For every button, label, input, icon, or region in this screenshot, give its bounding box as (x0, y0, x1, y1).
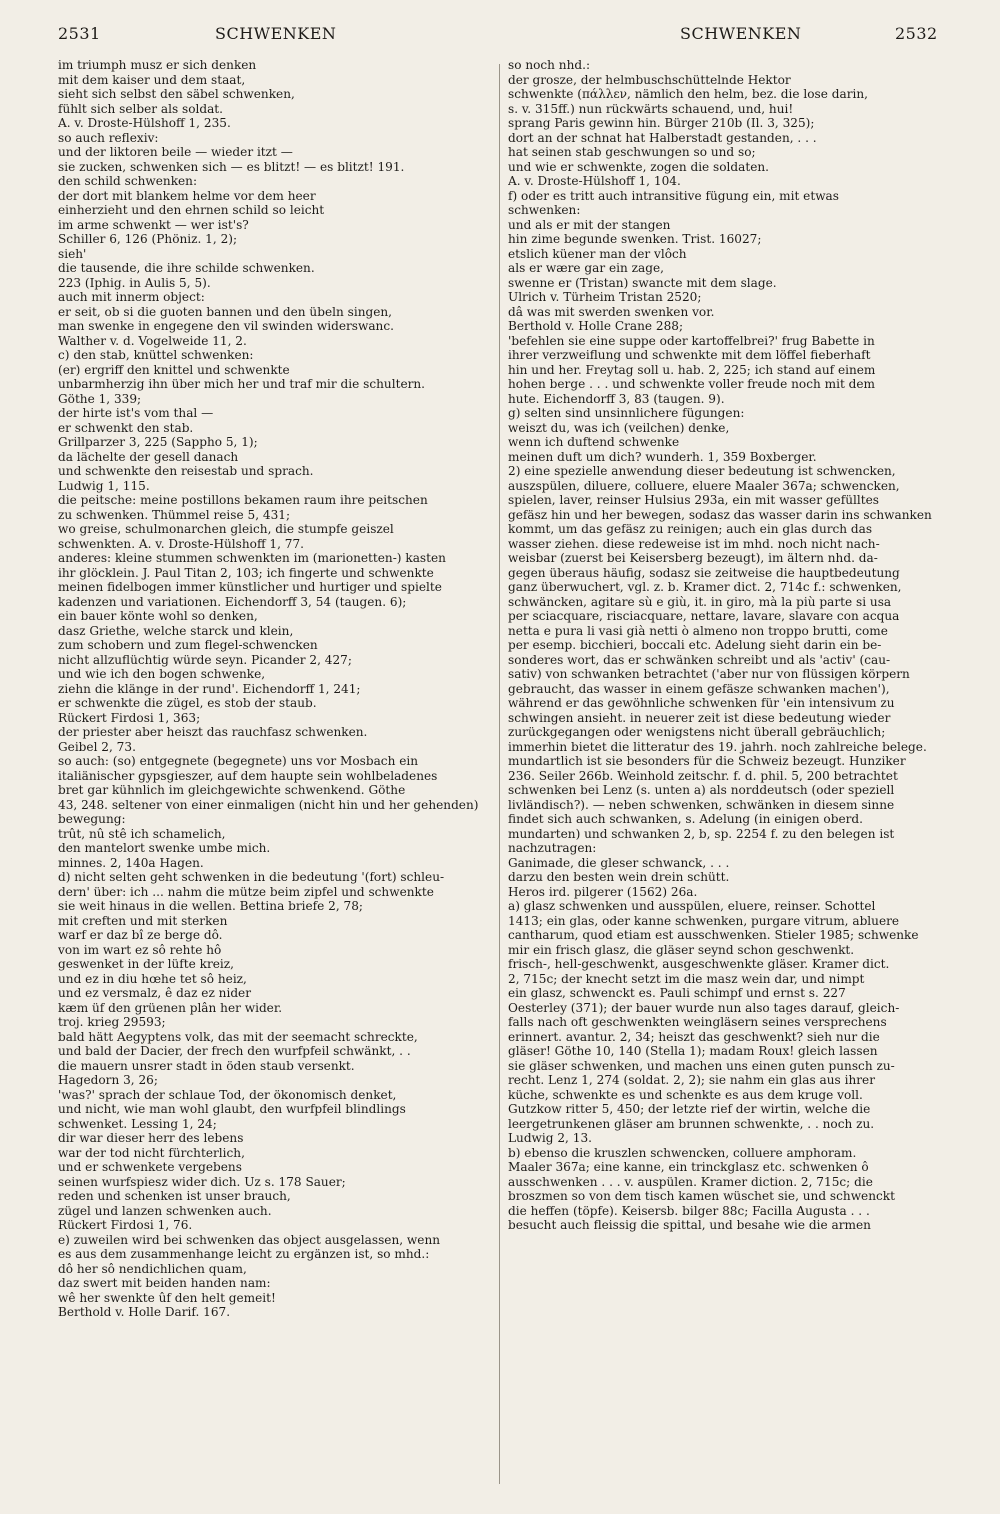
text-line: spielen, laver, reinser Hulsius 293a, ein mit wasser gefülltes (508, 493, 879, 507)
text-line: 236. Seiler 266b. Weinhold zeitschr. f. d. phil. 5, 200 betrachtet (508, 768, 898, 783)
text-line: der priester aber heiszt das rauchfasz schwenken. (58, 725, 368, 739)
text-line: ganz überwuchert, vgl. z. b. Kramer dict. 2, 714c f.: schwenken, (508, 580, 902, 594)
text-line: 'was?' sprach der schlaue Tod, der ökonomisch denket, (58, 1087, 397, 1102)
text-line: gläser! Göthe 10, 140 (Stella 1); madam Roux! gleich lassen (508, 1044, 878, 1058)
text-line: mir ein frisch glasz, die gläser seynd schon geschwenkt. (508, 942, 855, 957)
text-line: schwenkten. A. v. Droste-Hülshoff 1, 77. (58, 536, 304, 551)
text-line: 223 (Iphig. in Aulis 5, 5). (58, 275, 211, 290)
text-line: Ulrich v. Türheim Tristan 2520; (508, 290, 702, 304)
text-line: d) nicht selten geht schwenken in die bedeutung '(fort) schleu- (58, 870, 445, 884)
text-line: sie gläser schwenken, und machen uns einen guten punsch zu- (508, 1058, 895, 1073)
text-line: auszspülen, diluere, colluere, eluere Maaler 367a; schwencken, (508, 478, 900, 493)
text-line: dort an der schnat hat Halberstadt gestanden, . . . (508, 130, 817, 145)
text-line: falls nach oft geschwenkten weingläsern seines versprechens (508, 1015, 887, 1029)
text-line: troj. krieg 29593; (58, 1015, 166, 1029)
text-line: recht. Lenz 1, 274 (soldat. 2, 2); sie nahm ein glas aus ihrer (508, 1073, 875, 1087)
text-line: g) selten sind unsinnlichere fügungen: (508, 406, 745, 420)
text-line: Maaler 367a; eine kanne, ein trinckglasz etc. schwenken ô (508, 1160, 869, 1174)
text-line: b) ebenso die kruszlen schwencken, colluere amphoram. (508, 1145, 857, 1160)
text-line: zu schwenken. Thümmel reise 5, 431; (58, 507, 291, 522)
text-line: der dort mit blankem helme vor dem heer (58, 188, 316, 203)
text-line: dô her sô nendichlichen quam, (58, 1261, 247, 1276)
text-line: gegen überaus häufig, sodasz sie zeitweise die hauptbedeutung (508, 565, 900, 580)
text-line: (er) ergriff den knittel und schwenkte (58, 362, 290, 377)
text-line: ein bauer könte wohl so denken, (58, 609, 258, 623)
text-line: sie zucken, schwenken sich — es blitzt! — es blitzt! 191. (58, 159, 405, 174)
text-line: A. v. Droste-Hülshoff 1, 235. (58, 116, 231, 130)
text-line: schwenken: (508, 203, 581, 217)
text-line: Rückert Firdosi 1, 76. (58, 1218, 193, 1232)
text-line: und wie ich den bogen schwenke, (58, 667, 266, 681)
text-line: mit creften und mit sterken (58, 913, 228, 928)
text-line: ihr glöcklein. J. Paul Titan 2, 103; ich fingerte und schwenkte (58, 565, 434, 580)
text-line: Hagedorn 3, 26; (58, 1073, 158, 1087)
text-line: sieht sich selbst den säbel schwenken, (58, 87, 295, 101)
text-line: kæm üf den grüenen plân her wider. (58, 1000, 283, 1015)
text-line: war der tod nicht fürchterlich, (58, 1145, 245, 1160)
text-line: swenne er (Tristan) swancte mit dem slage. (508, 275, 777, 290)
text-line: nicht allzuflüchtig würde seyn. Picander 2, 427; (58, 652, 352, 667)
text-line: so noch nhd.: (508, 58, 591, 72)
text-line: nachzutragen: (508, 841, 597, 855)
text-line: sativ) von schwanken betrachtet ('aber nur von flüssigen körpern (508, 667, 910, 681)
text-line: schwäncken, agitare sù e giù, it. in giro, mà la più parte si usa (508, 594, 892, 609)
text-line: A. v. Droste-Hülshoff 1, 104. (508, 174, 681, 188)
text-line: schwenken bei Lenz (s. unten a) als norddeutsch (oder speziell (508, 783, 895, 797)
text-line: Rückert Firdosi 1, 363; (58, 710, 201, 725)
text-line: trût, nû stê ich schamelich, (58, 826, 226, 841)
text-line: italiänischer gypsgieszer, auf dem haupte sein wohlbeladenes (58, 768, 438, 783)
text-line: Ganimade, die gleser schwanck, . . . (508, 855, 730, 870)
text-line: Ludwig 2, 13. (508, 1131, 592, 1145)
text-line: warf er daz bî ze berge dô. (58, 928, 223, 942)
text-line: besucht auch fleissig die spittal, und besahe wie die armen (508, 1218, 871, 1232)
text-line: unbarmherzig ihn über mich her und traf mir die schultern. (58, 377, 426, 391)
text-line: zum schobern und zum flegel-schwencken (58, 638, 318, 652)
text-line: dern' über: ich ... nahm die mütze beim zipfel und schwenkte (58, 884, 434, 899)
text-line: und der liktoren beile — wieder itzt — (58, 145, 293, 159)
right-running-title: SCHWENKEN (680, 24, 802, 43)
text-line: per sciacquare, risciacquare, nettare, lavare, slavare con acqua (508, 609, 900, 623)
text-line: seinen wurfspiesz wider dich. Uz s. 178 Sauer; (58, 1174, 346, 1189)
text-line: dâ was mit swerden swenken vor. (508, 304, 715, 319)
text-line: der hirte ist's vom thal — (58, 406, 214, 420)
text-line: hin zime begunde swenken. Trist. 16027; (508, 232, 762, 246)
text-line: Ludwig 1, 115. (58, 478, 150, 493)
text-line: livländisch?). — neben schwenken, schwänken in diesem sinne (508, 797, 895, 812)
left-column (58, 58, 490, 1320)
text-line: darzu den besten wein drein schütt. (508, 870, 730, 884)
text-line: man swenke in engegene den vil swinden widerswanc. (58, 319, 394, 333)
text-line: von im wart ez sô rehte hô (58, 942, 222, 957)
text-line: s. v. 315ff.) nun rückwärts schauend, und, hui! (508, 101, 794, 116)
text-line: hat seinen stab geschwungen so und so; (508, 145, 756, 159)
text-line: mundarten) und schwanken 2, b, sp. 2254 f. zu den belegen ist (508, 826, 895, 841)
text-line: Berthold v. Holle Darif. 167. (58, 1305, 231, 1319)
text-line: und wie er schwenkte, zogen die soldaten. (508, 159, 770, 174)
text-line: und ez versmalz, ê daz ez nider (58, 986, 251, 1000)
text-line: im arme schwenkt — wer ist's? (58, 217, 249, 232)
text-line: die heffen (töpfe). Keisersb. bilger 88c; Facilla Augusta . . . (508, 1203, 870, 1218)
text-line: und er schwenkete vergebens (58, 1160, 242, 1174)
text-line: und nicht, wie man wohl glaubt, den wurfpfeil blindlings (58, 1102, 406, 1116)
text-line: 'befehlen sie eine suppe oder kartoffelbrei?' frug Babette in (508, 333, 875, 348)
text-line: Oesterley (371); der bauer wurde nun also tages darauf, gleich- (508, 1000, 900, 1015)
text-line: Berthold v. Holle Crane 288; (508, 319, 684, 333)
text-line: während er das gewöhnliche schwenken für 'ein intensivum zu (508, 696, 895, 710)
text-line: Göthe 1, 339; (58, 391, 142, 406)
text-line: 1413; ein glas, oder kanne schwenken, purgare vitrum, abluere (508, 913, 900, 928)
text-line: f) oder es tritt auch intransitive fügung ein, mit etwas (508, 188, 839, 203)
text-line: 2) eine spezielle anwendung dieser bedeutung ist schwencken, (508, 464, 896, 478)
text-line: die mauern unsrer stadt in öden staub versenkt. (58, 1058, 355, 1073)
text-line: im triumph musz er sich denken (58, 58, 257, 72)
text-line: meinen duft um dich? wunderh. 1, 359 Boxberger. (508, 449, 817, 464)
text-line: daz swert mit beiden handen nam: (58, 1276, 271, 1290)
text-line: so auch: (so) entgegnete (begegnete) uns vor Mosbach ein (58, 754, 419, 768)
text-line: Gutzkow ritter 5, 450; der letzte rief der wirtin, welche die (508, 1102, 871, 1116)
text-line: er schwenkt den stab. (58, 420, 194, 435)
text-line: etslich küener man der vlôch (508, 246, 687, 261)
text-line: netta e pura li vasi già netti ò almeno non troppo brutti, come (508, 623, 888, 638)
text-line: hin und her. Freytag soll u. hab. 2, 225; ich stand auf einem (508, 362, 876, 377)
text-line: zurückgegangen oder wenigstens nicht überall gebräuchlich; (508, 725, 886, 739)
text-line: auch mit innerm object: (58, 290, 205, 304)
text-line: wasser ziehen. diese redeweise ist im mhd. noch nicht nach- (508, 536, 880, 551)
text-line: schwingen ansieht. in neuerer zeit ist diese bedeutung wieder (508, 710, 891, 725)
text-line: e) zuweilen wird bei schwenken das object ausgelassen, wenn (58, 1232, 441, 1247)
text-line: frisch-, hell-geschwenkt, ausgeschwenkte gläser. Kramer dict. (508, 957, 890, 971)
text-line: erinnert. avantur. 2, 34; heiszt das geschwenkt? sieh nur die (508, 1029, 880, 1044)
text-line: weiszt du, was ich (veilchen) denke, (508, 420, 730, 435)
text-line: gefäsz hin und her bewegen, sodasz das wasser darin ins schwanken (508, 507, 932, 522)
text-line: schwenket. Lessing 1, 24; (58, 1116, 217, 1131)
text-line: c) den stab, knüttel schwenken: (58, 348, 254, 362)
text-line: cantharum, quod etiam est ausschwenken. Stieler 1985; schwenke (508, 928, 919, 942)
text-line: kommt, um das gefäsz zu reinigen; auch ein glas durch das (508, 522, 873, 536)
text-line: als er wære gar ein zage, (508, 261, 664, 275)
column-divider (499, 64, 500, 1484)
text-line: 43, 248. seltener von einer einmaligen (nicht hin und her gehenden) (58, 797, 479, 812)
text-line: Grillparzer 3, 225 (Sappho 5, 1); (58, 435, 258, 449)
text-line: reden und schenken ist unser brauch, (58, 1189, 291, 1203)
text-line: mit dem kaiser und dem staat, (58, 72, 246, 87)
right-page-number: 2532 (895, 24, 938, 43)
text-line: sie weit hinaus in die wellen. Bettina briefe 2, 78; (58, 899, 363, 913)
text-line: findet sich auch schwanken, s. Adelung (in einigen oberd. (508, 812, 863, 826)
text-line: und als er mit der stangen (508, 217, 671, 232)
text-line: die peitsche: meine postillons bekamen raum ihre peitschen (58, 493, 428, 507)
text-line: ziehn die klänge in der rund'. Eichendorff 1, 241; (58, 681, 361, 696)
text-line: der grosze, der helmbuschschüttelnde Hektor (508, 72, 791, 87)
text-line: dasz Griethe, welche starck und klein, (58, 623, 294, 638)
text-line: schwenkte (πάλλεν, nämlich den helm, bez. die lose darin, (508, 87, 868, 101)
text-line: broszmen so von dem tisch kamen wüschet sie, und schwenckt (508, 1189, 895, 1203)
text-line: bald hätt Aegyptens volk, das mit der seemacht schreckte, (58, 1029, 418, 1044)
text-line: hute. Eichendorff 3, 83 (taugen. 9). (508, 391, 725, 406)
text-line: wo greise, schulmonarchen gleich, die stumpfe geiszel (58, 522, 394, 536)
text-line: anderes: kleine stummen schwenkten im (marionetten-) kasten (58, 551, 446, 565)
text-line: und ez in diu hœhe tet sô heiz, (58, 971, 247, 986)
text-line: er seit, ob si die guoten bannen und den übeln singen, (58, 304, 393, 319)
text-line: a) glasz schwenken und ausspülen, eluere, reinser. Schottel (508, 899, 876, 913)
text-line: zügel und lanzen schwenken auch. (58, 1203, 272, 1218)
left-running-title: SCHWENKEN (215, 24, 337, 43)
text-line: immerhin bietet die litteratur des 19. jahrh. noch zahlreiche belege. (508, 739, 927, 754)
text-line: er schwenkte die zügel, es stob der staub. (58, 696, 317, 710)
text-line: und schwenkte den reisestab und sprach. (58, 464, 314, 478)
text-line: Heros ird. pilgerer (1562) 26a. (508, 884, 698, 899)
text-line: hohen berge . . . und schwenkte voller freude noch mit dem (508, 377, 876, 391)
text-line: kadenzen und variationen. Eichendorff 3, 54 (taugen. 6); (58, 594, 407, 609)
right-column (508, 58, 944, 1233)
text-line: und bald der Dacier, der frech den wurfpfeil schwänkt, . . (58, 1044, 411, 1058)
text-line: leergetrunkenen gläser am brunnen schwenkte, . . noch zu. (508, 1116, 875, 1131)
text-line: geswenket in der lüfte kreiz, (58, 957, 234, 971)
text-line: so auch reflexiv: (58, 130, 159, 145)
text-line: bewegung: (58, 812, 126, 826)
text-line: sonderes wort, das er schwänken schreibt und als 'activ' (cau- (508, 652, 891, 667)
text-line: ihrer verzweiflung und schwenkte mit dem löffel fieberhaft (508, 348, 871, 362)
text-line: mundartlich ist sie besonders für die Schweiz bezeugt. Hunziker (508, 754, 906, 768)
text-line: wenn ich duftend schwenke (508, 435, 680, 449)
text-line: den mantelort swenke umbe mich. (58, 841, 271, 855)
text-line: dir war dieser herr des lebens (58, 1131, 244, 1145)
text-line: gebraucht, das wasser in einem gefäsze schwanken machen'), (508, 681, 890, 696)
text-line: Geibel 2, 73. (58, 739, 136, 754)
text-line: wê her swenkte ûf den helt gemeit! (58, 1290, 276, 1305)
text-line: es aus dem zusammenhange leicht zu ergänzen ist, so mhd.: (58, 1247, 430, 1261)
text-line: minnes. 2, 140a Hagen. (58, 855, 204, 870)
text-line: ein glasz, schwenckt es. Pauli schimpf und ernst s. 227 (508, 986, 846, 1000)
text-line: sprang Paris gewinn hin. Bürger 210b (Il. 3, 325); (508, 116, 815, 130)
text-line: ausschwenken . . . v. auspülen. Kramer diction. 2, 715c; die (508, 1174, 873, 1189)
text-line: bret gar kühnlich im gleichgewichte schwenkend. Göthe (58, 783, 406, 797)
text-line: per esemp. bicchieri, boccali etc. Adelung sieht darin ein be- (508, 638, 882, 652)
text-line: Walther v. d. Vogelweide 11, 2. (58, 333, 247, 348)
text-line: küche, schwenkte es und schenkte es aus dem kruge voll. (508, 1087, 863, 1102)
text-line: einherzieht und den ehrnen schild so leicht (58, 203, 325, 217)
text-line: sieh' (58, 246, 87, 261)
text-line: da lächelte der gesell danach (58, 449, 239, 464)
text-line: meinen fidelbogen immer künstlicher und hurtiger und spielte (58, 580, 442, 594)
text-line: die tausende, die ihre schilde schwenken. (58, 261, 315, 275)
text-line: den schild schwenken: (58, 174, 198, 188)
text-line: Schiller 6, 126 (Phöniz. 1, 2); (58, 232, 238, 246)
text-line: fühlt sich selber als soldat. (58, 101, 224, 116)
left-page-number: 2531 (58, 24, 101, 43)
text-line: 2, 715c; der knecht setzt im die masz wein dar, und nimpt (508, 971, 865, 986)
text-line: weisbar (zuerst bei Keisersberg bezeugt), im ältern nhd. da- (508, 551, 878, 565)
